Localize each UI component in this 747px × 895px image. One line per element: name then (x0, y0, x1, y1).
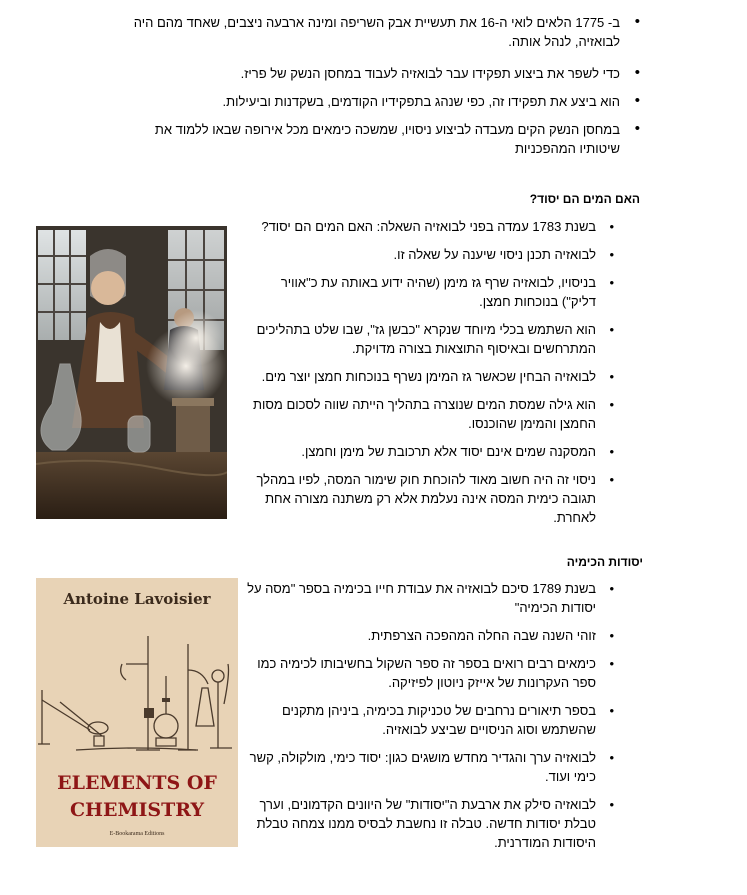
book-title-line2: CHEMISTRY (69, 799, 205, 821)
section-heading-water: האם המים הם יסוד? (529, 192, 640, 206)
intro-bullet-list (120, 13, 620, 158)
intro-bullet: • ב- 1775 הלאים לואי ה-16 את תעשיית אבק השריפה ומינה ארבעה ניצבים, שאחד מהם היה לבואזיה, לנהל אותה. (120, 13, 620, 51)
lavoisier-lab-illustration (36, 226, 227, 519)
elements-of-chemistry-book-cover (36, 578, 238, 847)
foundations-bullet: • זוהי השנה שבה החלה המהפכה הצרפתית. (246, 626, 596, 645)
foundations-bullet: • בשנת 1789 סיכם לבואזיה את עבודת חייו בכימיה בספר "מסה על יסודות הכימיה" (246, 579, 596, 617)
book-author: Antoine Lavoisier (63, 590, 211, 608)
water-bullet: • ניסוי זה היה חשוב מאוד להוכחת חוק שימור המסה, לפיו במהלך תגובה כימית המסה אינה נעלמת אלא רק משתנה מצורה אחת לאחרת. (248, 470, 596, 527)
water-bullet: • הוא השתמש בכלי מיוחד שנקרא "כבשן גז", שבו שלט בתהליכים המתרחשים ובאיסוף התוצאות בצורה מדויקת. (248, 320, 596, 358)
water-bullet: • בניסויו, לבואזיה שרף גז מימן (שהיה ידוע באותה עת כ"אוויר דליק") בנוכחות חמצן. (248, 273, 596, 311)
water-bullet: • הוא גילה שמסת המים שנוצרה בתהליך הייתה שווה לסכום מסות החמצן והמימן שהוכנסו. (248, 395, 596, 433)
foundations-bullet-list (246, 579, 596, 852)
water-bullet: • לבואזיה הבחין שכאשר גז המימן נשרף בנוכחות חמצן יוצר מים. (248, 367, 596, 386)
foundations-bullet: • כימאים רבים רואים בספר זה ספר השקול בחשיבותו לכימיה כמו ספר העקרונות של אייזק ניוטון לפיזיקה. (246, 654, 596, 692)
book-title-line1: ELEMENTS OF (57, 772, 217, 794)
book-title (36, 770, 238, 824)
intro-bullet: • במחסן הנשק הקים מעבדה לביצוע ניסויו, שמשכה כימאים מכל אירופה שבאו ללמוד את שיטותיו המהפכניות (120, 120, 620, 158)
section-heading-foundations: יסודות הכימיה (566, 555, 643, 569)
foundations-bullet: • בספר תיאורים נרחבים של טכניקות בכימיה, ביניהן מתקנים שהשתמש וסוג הניסויים שביצע לבואזיה. (246, 701, 596, 739)
intro-bullet: • כדי לשפר את ביצוע תפקידו עבר לבואזיה לעבוד במחסן הנשק של פריז. (120, 64, 620, 83)
foundations-bullet: • לבואזיה ערך והגדיר מחדש מושגים כגון: יסוד כימי, מולקולה, קשר כימי ועוד. (246, 748, 596, 786)
book-publisher: E-Bookarama Editions (109, 831, 165, 837)
water-bullet: • לבואזיה תכנן ניסוי שיענה על שאלה זו. (248, 245, 596, 264)
water-bullet: • המסקנה שמים אינם יסוד אלא תרכובת של מימן וחמצן. (248, 442, 596, 461)
foundations-bullet: • לבואזיה סילק את ארבעת ה"יסודות" של היוונים הקדמונים, וערך טבלת יסודות חדשה. טבלה זו נחשבת לבסיס ממנו צמחה טבלת היסודות המודרנית. (246, 795, 596, 852)
water-bullet-list (248, 217, 596, 527)
water-bullet: • בשנת 1783 עמדה בפני לבואזיה השאלה: האם המים הם יסוד? (248, 217, 596, 236)
intro-bullet: • הוא ביצע את תפקידו זה, כפי שנהג בתפקידיו הקודמים, בשקדנות וביעילות. (120, 92, 620, 111)
